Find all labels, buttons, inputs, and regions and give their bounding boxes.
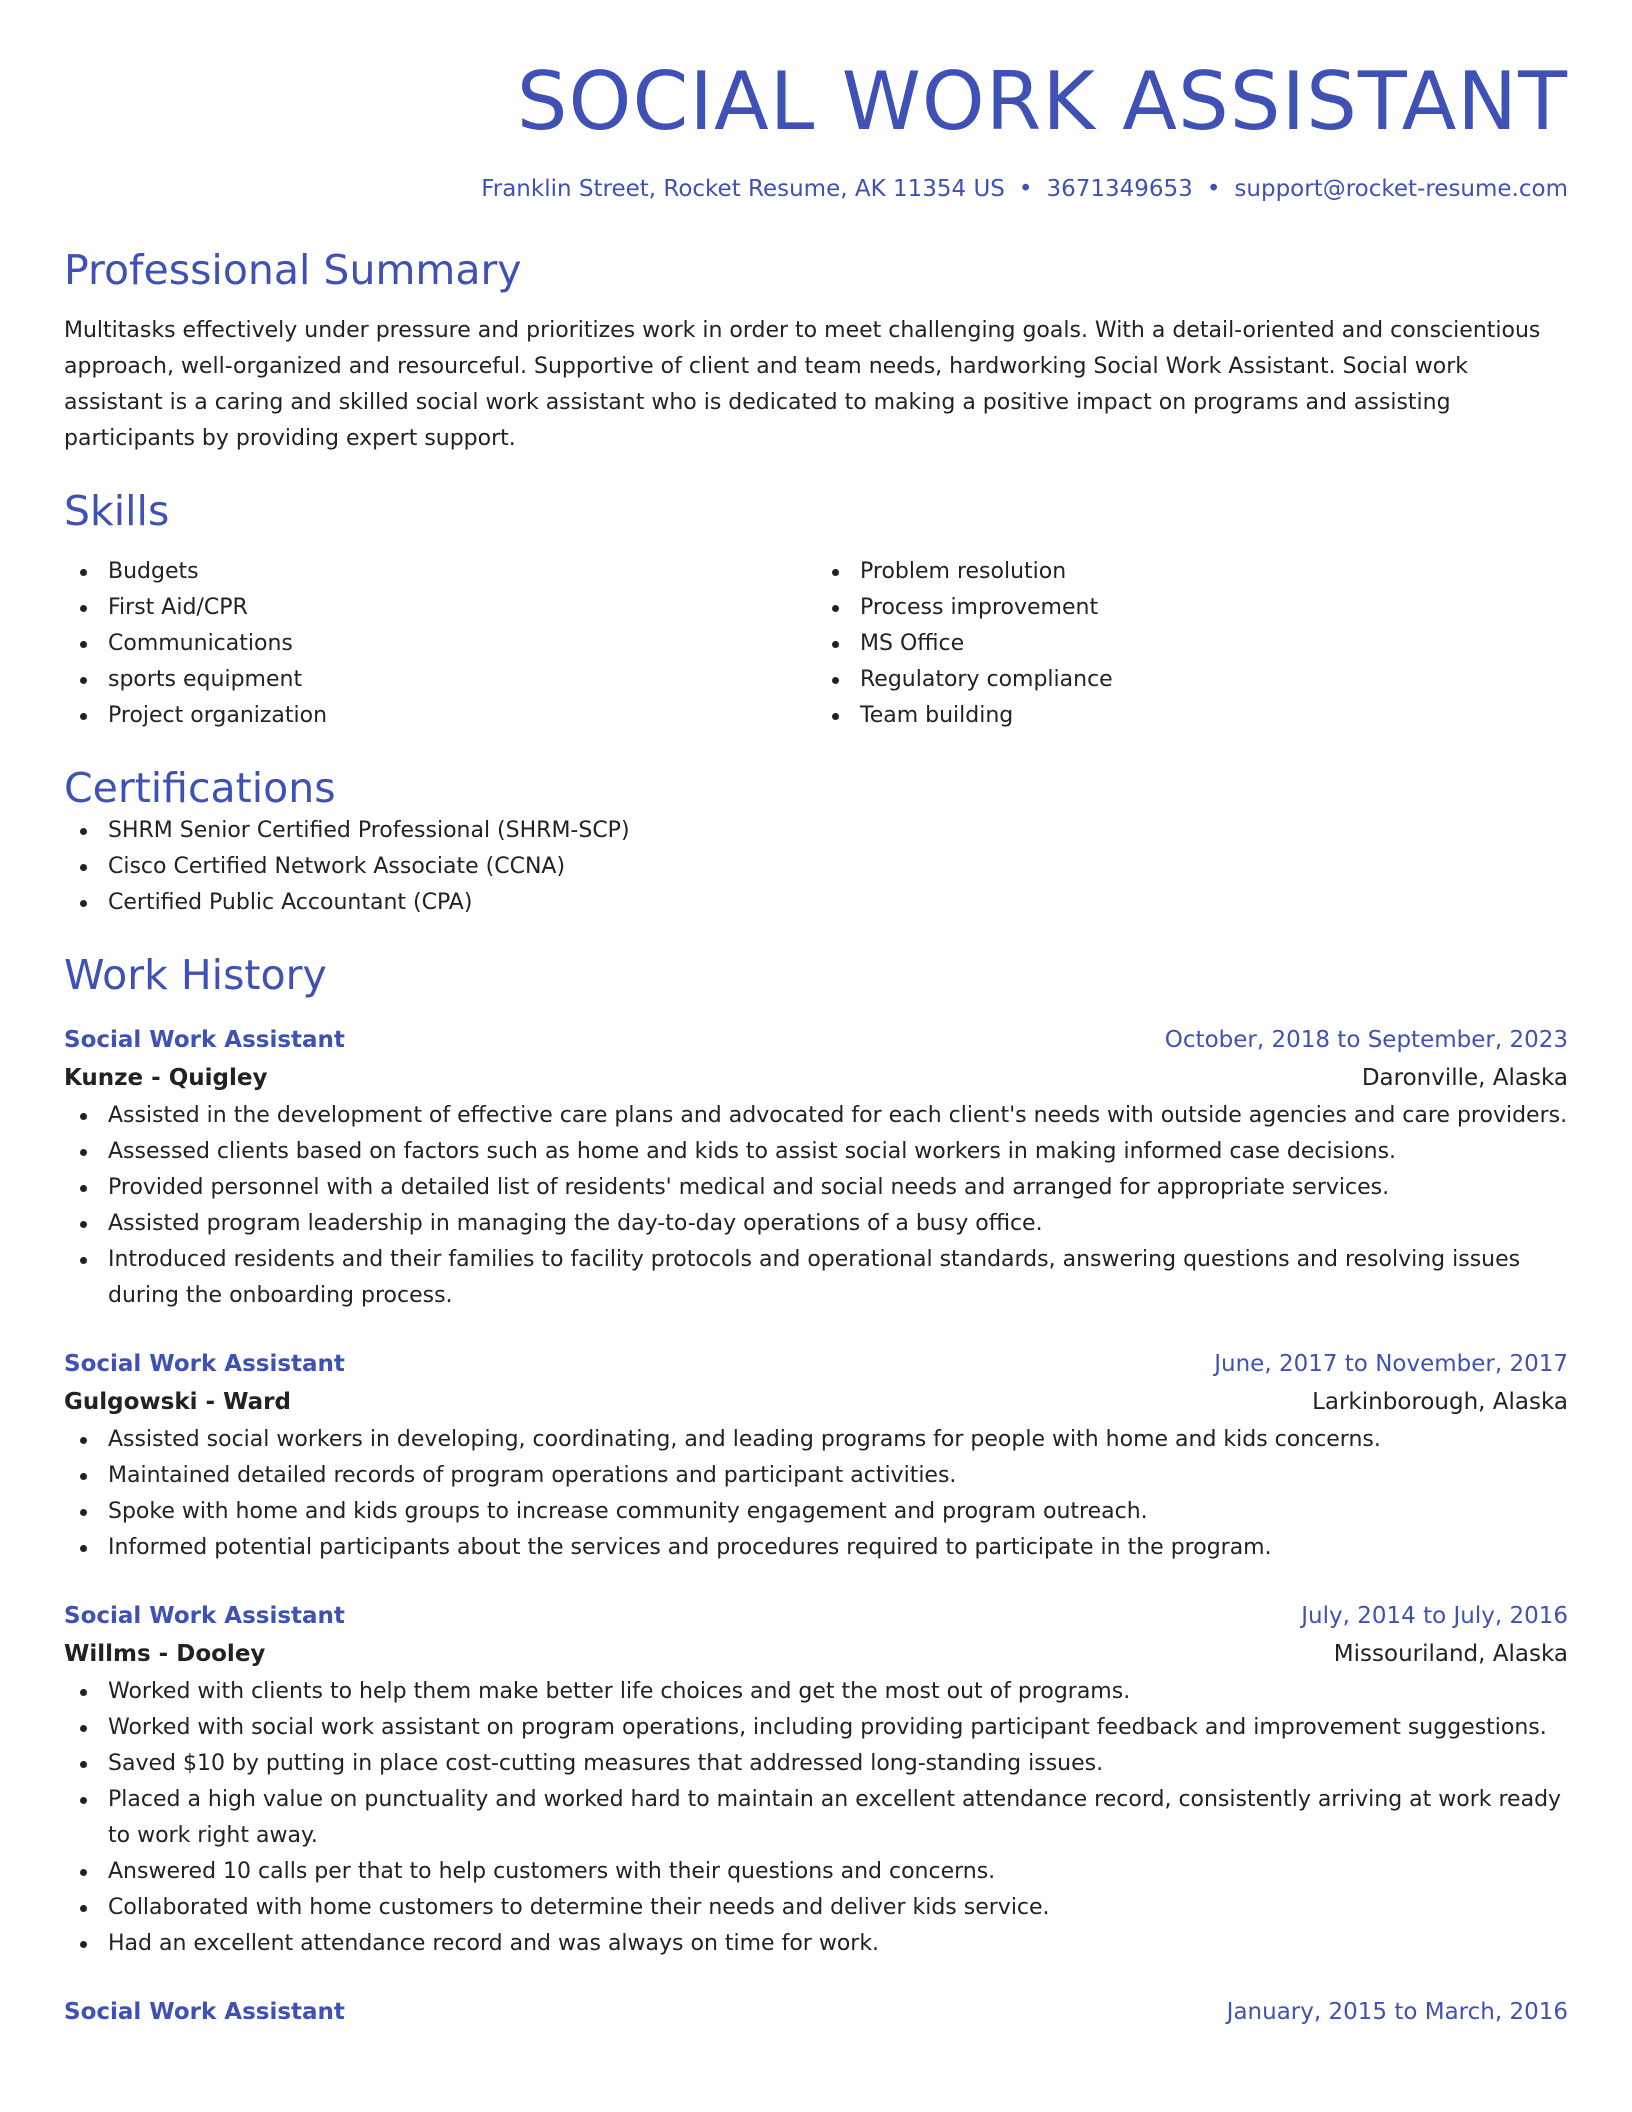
job-bullet: Answered 10 calls per that to help customers with their questions and concerns.	[64, 1854, 1568, 1890]
job-bullets	[64, 1674, 1568, 1962]
contact-separator: •	[1018, 176, 1033, 202]
job-location: Daronville, Alaska	[1361, 1065, 1568, 1092]
certification-item: Certified Public Accountant (CPA)	[64, 885, 1568, 921]
job-bullets	[64, 1098, 1568, 1314]
job-entry	[64, 1022, 1568, 1314]
resume-title: SOCIAL WORK ASSISTANT	[516, 55, 1568, 148]
job-bullet: Maintained detailed records of program operations and participant activities.	[64, 1458, 1568, 1494]
job-header-row	[64, 1346, 1568, 1382]
job-company-row	[64, 1058, 1568, 1098]
skill-item: MS Office	[816, 626, 1568, 662]
job-entry	[64, 1598, 1568, 1962]
job-bullet: Collaborated with home customers to determine their needs and deliver kids service.	[64, 1890, 1568, 1926]
job-bullet: Placed a high value on punctuality and worked hard to maintain an excellent attendance record, consistently arriving at work ready to work right away.	[64, 1782, 1568, 1854]
section-title-work-history: Work History	[64, 951, 327, 1000]
section-title-skills: Skills	[64, 486, 170, 535]
skill-item: Team building	[816, 698, 1568, 734]
job-role: Social Work Assistant	[64, 1027, 345, 1054]
job-dates: July, 2014 to July, 2016	[1301, 1603, 1568, 1630]
skills-list-left	[64, 554, 816, 734]
job-header-row	[64, 1598, 1568, 1634]
certification-item: Cisco Certified Network Associate (CCNA)	[64, 849, 1568, 885]
contact-address: Franklin Street, Rocket Resume, AK 11354 US	[481, 176, 1005, 202]
certifications-list	[64, 813, 1568, 921]
job-company-row	[64, 1382, 1568, 1422]
job-bullet: Assisted in the development of effective care plans and advocated for each client's needs with outside agencies and care providers.	[64, 1098, 1568, 1134]
job-bullet: Assisted social workers in developing, coordinating, and leading programs for people with home and kids concerns.	[64, 1422, 1568, 1458]
job-role: Social Work Assistant	[64, 1351, 345, 1378]
skill-item: Project organization	[64, 698, 816, 734]
certification-item: SHRM Senior Certified Professional (SHRM-SCP)	[64, 813, 1568, 849]
job-bullet: Saved $10 by putting in place cost-cutting measures that addressed long-standing issues.	[64, 1746, 1568, 1782]
skill-item: Budgets	[64, 554, 816, 590]
contact-phone: 3671349653	[1046, 176, 1193, 202]
contact-email: support@rocket-resume.com	[1234, 176, 1568, 202]
job-entry	[64, 1994, 1568, 2030]
job-header-row	[64, 1994, 1568, 2030]
skill-item: First Aid/CPR	[64, 590, 816, 626]
job-location: Larkinborough, Alaska	[1312, 1389, 1568, 1416]
job-company: Kunze - Quigley	[64, 1065, 268, 1092]
job-bullet: Provided personnel with a detailed list of residents' medical and social needs and arranged for appropriate services.	[64, 1170, 1568, 1206]
section-title-summary: Professional Summary	[64, 245, 522, 294]
summary-text: Multitasks effectively under pressure and prioritizes work in order to meet challenging goals. With a detail-oriented and conscientious approach, well-organized and resourceful. Supportive of client and team needs, hardworking Social Work Assistant. Social work assistant is a caring and skilled social work assistant who is dedicated to making a positive impact on programs and assisting participants by providing expert support.	[64, 317, 1541, 451]
job-bullet: Assessed clients based on factors such as home and kids to assist social workers in making informed case decisions.	[64, 1134, 1568, 1170]
section-title-certifications: Certifications	[64, 763, 336, 812]
job-bullet: Introduced residents and their families to facility protocols and operational standards, answering questions and resolving issues during the onboarding process.	[64, 1242, 1568, 1314]
skills-columns	[64, 554, 1568, 734]
skill-item: Problem resolution	[816, 554, 1568, 590]
job-role: Social Work Assistant	[64, 1999, 345, 2026]
job-company: Willms - Dooley	[64, 1641, 266, 1668]
job-bullet: Had an excellent attendance record and was always on time for work.	[64, 1926, 1568, 1962]
contact-separator: •	[1206, 176, 1221, 202]
job-bullets	[64, 1422, 1568, 1566]
skill-item: Regulatory compliance	[816, 662, 1568, 698]
skill-item: sports equipment	[64, 662, 816, 698]
job-bullet: Worked with clients to help them make better life choices and get the most out of programs.	[64, 1674, 1568, 1710]
job-company-row	[64, 1634, 1568, 1674]
job-dates: January, 2015 to March, 2016	[1226, 1999, 1568, 2026]
skill-item: Communications	[64, 626, 816, 662]
job-bullet: Informed potential participants about the services and procedures required to participate in the program.	[64, 1530, 1568, 1566]
job-company: Gulgowski - Ward	[64, 1389, 291, 1416]
skill-item: Process improvement	[816, 590, 1568, 626]
job-bullet: Worked with social work assistant on program operations, including providing participant feedback and improvement suggestions.	[64, 1710, 1568, 1746]
job-role: Social Work Assistant	[64, 1603, 345, 1630]
job-dates: June, 2017 to November, 2017	[1214, 1351, 1568, 1378]
job-location: Missouriland, Alaska	[1333, 1641, 1568, 1668]
job-entry	[64, 1346, 1568, 1566]
job-bullet: Assisted program leadership in managing the day-to-day operations of a busy office.	[64, 1206, 1568, 1242]
contact-line	[64, 176, 1568, 204]
job-bullet: Spoke with home and kids groups to increase community engagement and program outreach.	[64, 1494, 1568, 1530]
skills-list-right	[816, 554, 1568, 734]
job-dates: October, 2018 to September, 2023	[1164, 1027, 1568, 1054]
job-header-row	[64, 1022, 1568, 1058]
